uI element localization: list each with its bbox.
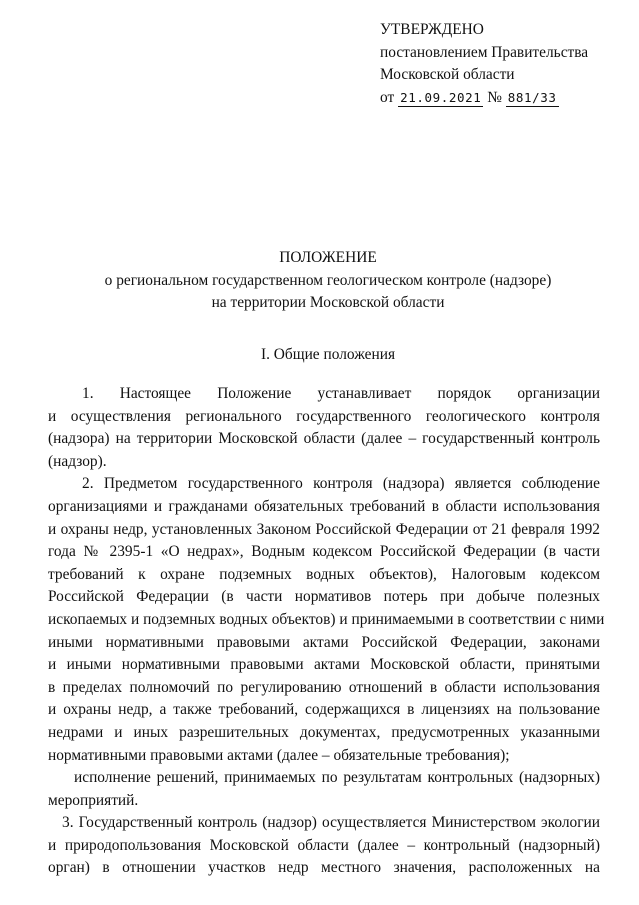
body-line: 3. Государственный контроль (надзор) осуществляется Министерством экологии (62, 814, 600, 832)
approval-authority: постановлением Правительства (380, 43, 589, 61)
approval-date: 21.09.2021 (400, 89, 482, 105)
title-subject: о региональном государственном геологическом контроле (надзоре) (104, 271, 552, 289)
approval-number: 881/33 (507, 89, 557, 105)
body-line: нормативными правовыми актами (далее – обязательные требования); (48, 746, 510, 764)
document-title (40, 247, 616, 315)
body-line: 1. Настоящее Положение устанавливает порядок организации (82, 385, 600, 402)
body-line: орган) в отношении участков недр местного значения, расположенных на (48, 859, 600, 877)
date-prefix: от (380, 88, 395, 106)
body-line: и осуществления регионального государственного геологического контроля (48, 407, 600, 425)
body-line: 2. Предметом государственного контроля (надзора) является соблюдение (82, 475, 600, 493)
body-line: мероприятий. (48, 791, 139, 809)
approval-heading: УТВЕРЖДЕНО (380, 21, 484, 38)
body-line: (надзора) на территории Московской области (далее – государственный контроль (48, 430, 600, 448)
body-line: и охраны недр, установленных Законом Российской Федерации от 21 февраля 1992 (48, 520, 600, 538)
body-line: и охраны недр, а также требований, содержащихся в лицензиях на пользование (48, 701, 600, 719)
body-line: иными нормативными правовыми актами Российской Федерации, законами (48, 633, 600, 651)
body-line: требований к охране подземных водных объектов), Налоговым кодексом (48, 565, 600, 583)
body-line: в пределах полномочий по регулированию отношений в области использования (48, 678, 600, 696)
body-line: недрами и иных разрешительных документах, предусмотренных указанными (48, 723, 600, 741)
body-line: организациями и гражданами обязательных требований в области использования (48, 497, 600, 515)
approval-stamp (380, 19, 588, 109)
approval-region: Московской области (380, 66, 515, 83)
approval-date-line (380, 87, 588, 110)
body-line: исполнение решений, принимаемых по результатам контрольных (надзорных) (74, 769, 600, 787)
number-prefix: № (487, 88, 502, 106)
body-line: года № 2395-1 «О недрах», Водным кодексом Российской Федерации (в части (48, 543, 600, 561)
document-body (48, 383, 605, 880)
body-line: Российской Федерации (в части нормативов потерь при добыче полезных (48, 588, 600, 606)
body-line: (надзор). (48, 452, 107, 470)
title-heading: ПОЛОЖЕНИЕ (279, 249, 377, 266)
body-line: и иными нормативными правовыми актами Московской области, принятыми (48, 656, 600, 674)
body-line: и природопользования Московской области (далее – контрольный (надзорный) (48, 836, 600, 854)
section-heading: I. Общие положения (260, 346, 396, 363)
title-territory: на территории Московской области (211, 294, 445, 311)
body-line: ископаемых и подземных водных объектов) и принимаемыми в соответствии с ними (48, 610, 605, 628)
